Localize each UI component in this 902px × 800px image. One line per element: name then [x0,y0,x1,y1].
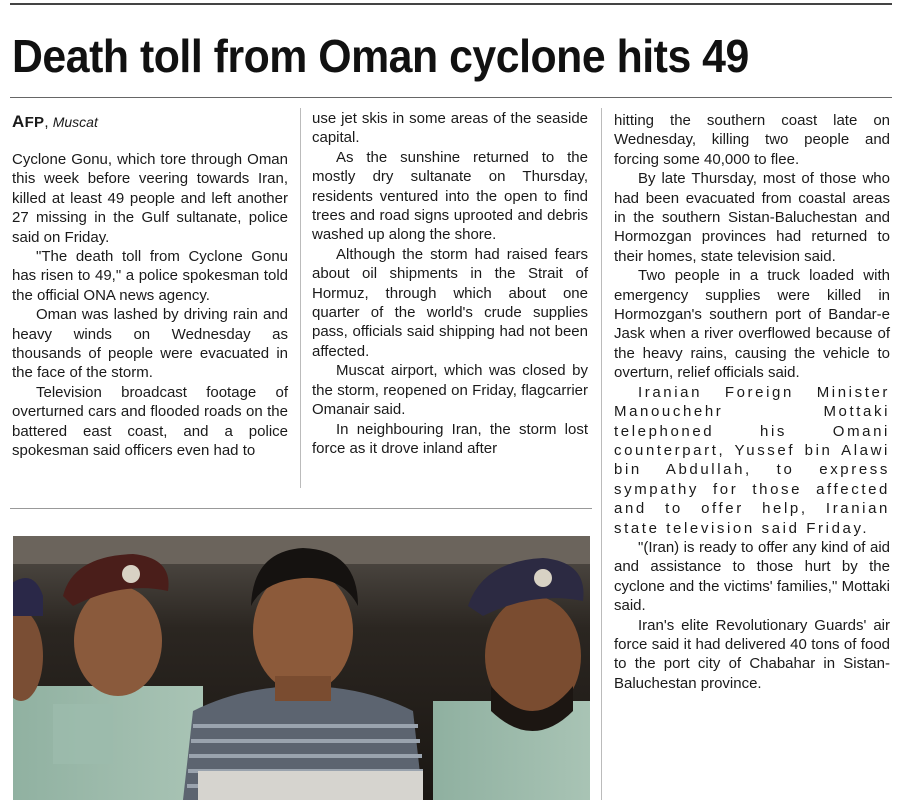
paragraph: Iran's elite Revolutionary Guards' air force said it had delivered 40 tons of food to the port city of Chabahar in Sistan-Baluchestan province. [614,616,890,692]
headline-rule [10,97,892,98]
paragraph: Iranian Foreign Minister Manouchehr Mottaki telephoned his Omani counterpart, Yussef bin Alawi bin Abdullah, to express sympathy for those affected and to offer help, Iranian state television said Friday. [614,383,890,537]
photo-illustration [13,536,590,800]
paragraph: Although the storm had raised fears about oil shipments in the Strait of Hormuz, through which about one quarter of the world's crude supplies pass, officials said shipping had not been affected. [312,245,588,360]
column-divider [300,108,301,488]
article-column-2 [312,109,588,458]
paragraph: By late Thursday, most of those who had been evacuated from coastal areas in the southern Sistan-Baluchestan and Hormozgan provinces had returned to their homes, state television said. [614,170,890,265]
paragraph: Oman was lashed by driving rain and heavy winds on Wednesday as thousands of people were evacuated in the face of the storm. [12,306,288,382]
paragraph: Two people in a truck loaded with emergency supplies were killed in Hormozgan's southern port of Bandar-e Jask when a river overflowed because of the heavy rains, causing the vehicle to overturn, relief officials said. [614,267,890,382]
article-column-3 [614,111,890,693]
paragraph: In neighbouring Iran, the storm lost force as it drove inland after [312,420,588,457]
paragraph: "The death toll from Cyclone Gonu has risen to 49," a police spokesman told the official ONA news agency. [12,248,288,304]
paragraph: "(Iran) is ready to offer any kind of aid and assistance to those hurt by the cyclone and the victims' families," Mottaki said. [614,538,890,615]
paragraph: use jet skis in some areas of the seaside capital. [312,110,588,147]
byline: AFP, Muscat [12,112,98,131]
byline-agency: AFP [12,112,45,131]
paragraph: Cyclone Gonu, which tore through Oman this week before veering towards Iran, killed at least 49 people and left another 27 missing in the Gulf sultanate, police said on Friday. [12,151,288,246]
photo-rule [10,508,592,509]
news-photo [13,536,590,800]
top-rule [10,3,892,5]
paragraph: As the sunshine returned to the mostly dry sultanate on Thursday, residents ventured into the open to find trees and road signs uprooted and debris washed up along the shore. [312,148,588,244]
paragraph: Television broadcast footage of overturned cars and flooded roads on the battered east coast, and a police spokesman said officers even had to [12,383,288,460]
headline: Death toll from Oman cyclone hits 49 [12,30,749,82]
column-divider [601,108,602,800]
paragraph: Muscat airport, which was closed by the storm, reopened on Friday, flagcarrier Omanair said. [312,362,588,419]
byline-location: Muscat [52,114,98,130]
article-column-1 [12,150,288,461]
paragraph: hitting the southern coast late on Wednesday, killing two people and forcing some 40,000 to flee. [614,112,890,168]
